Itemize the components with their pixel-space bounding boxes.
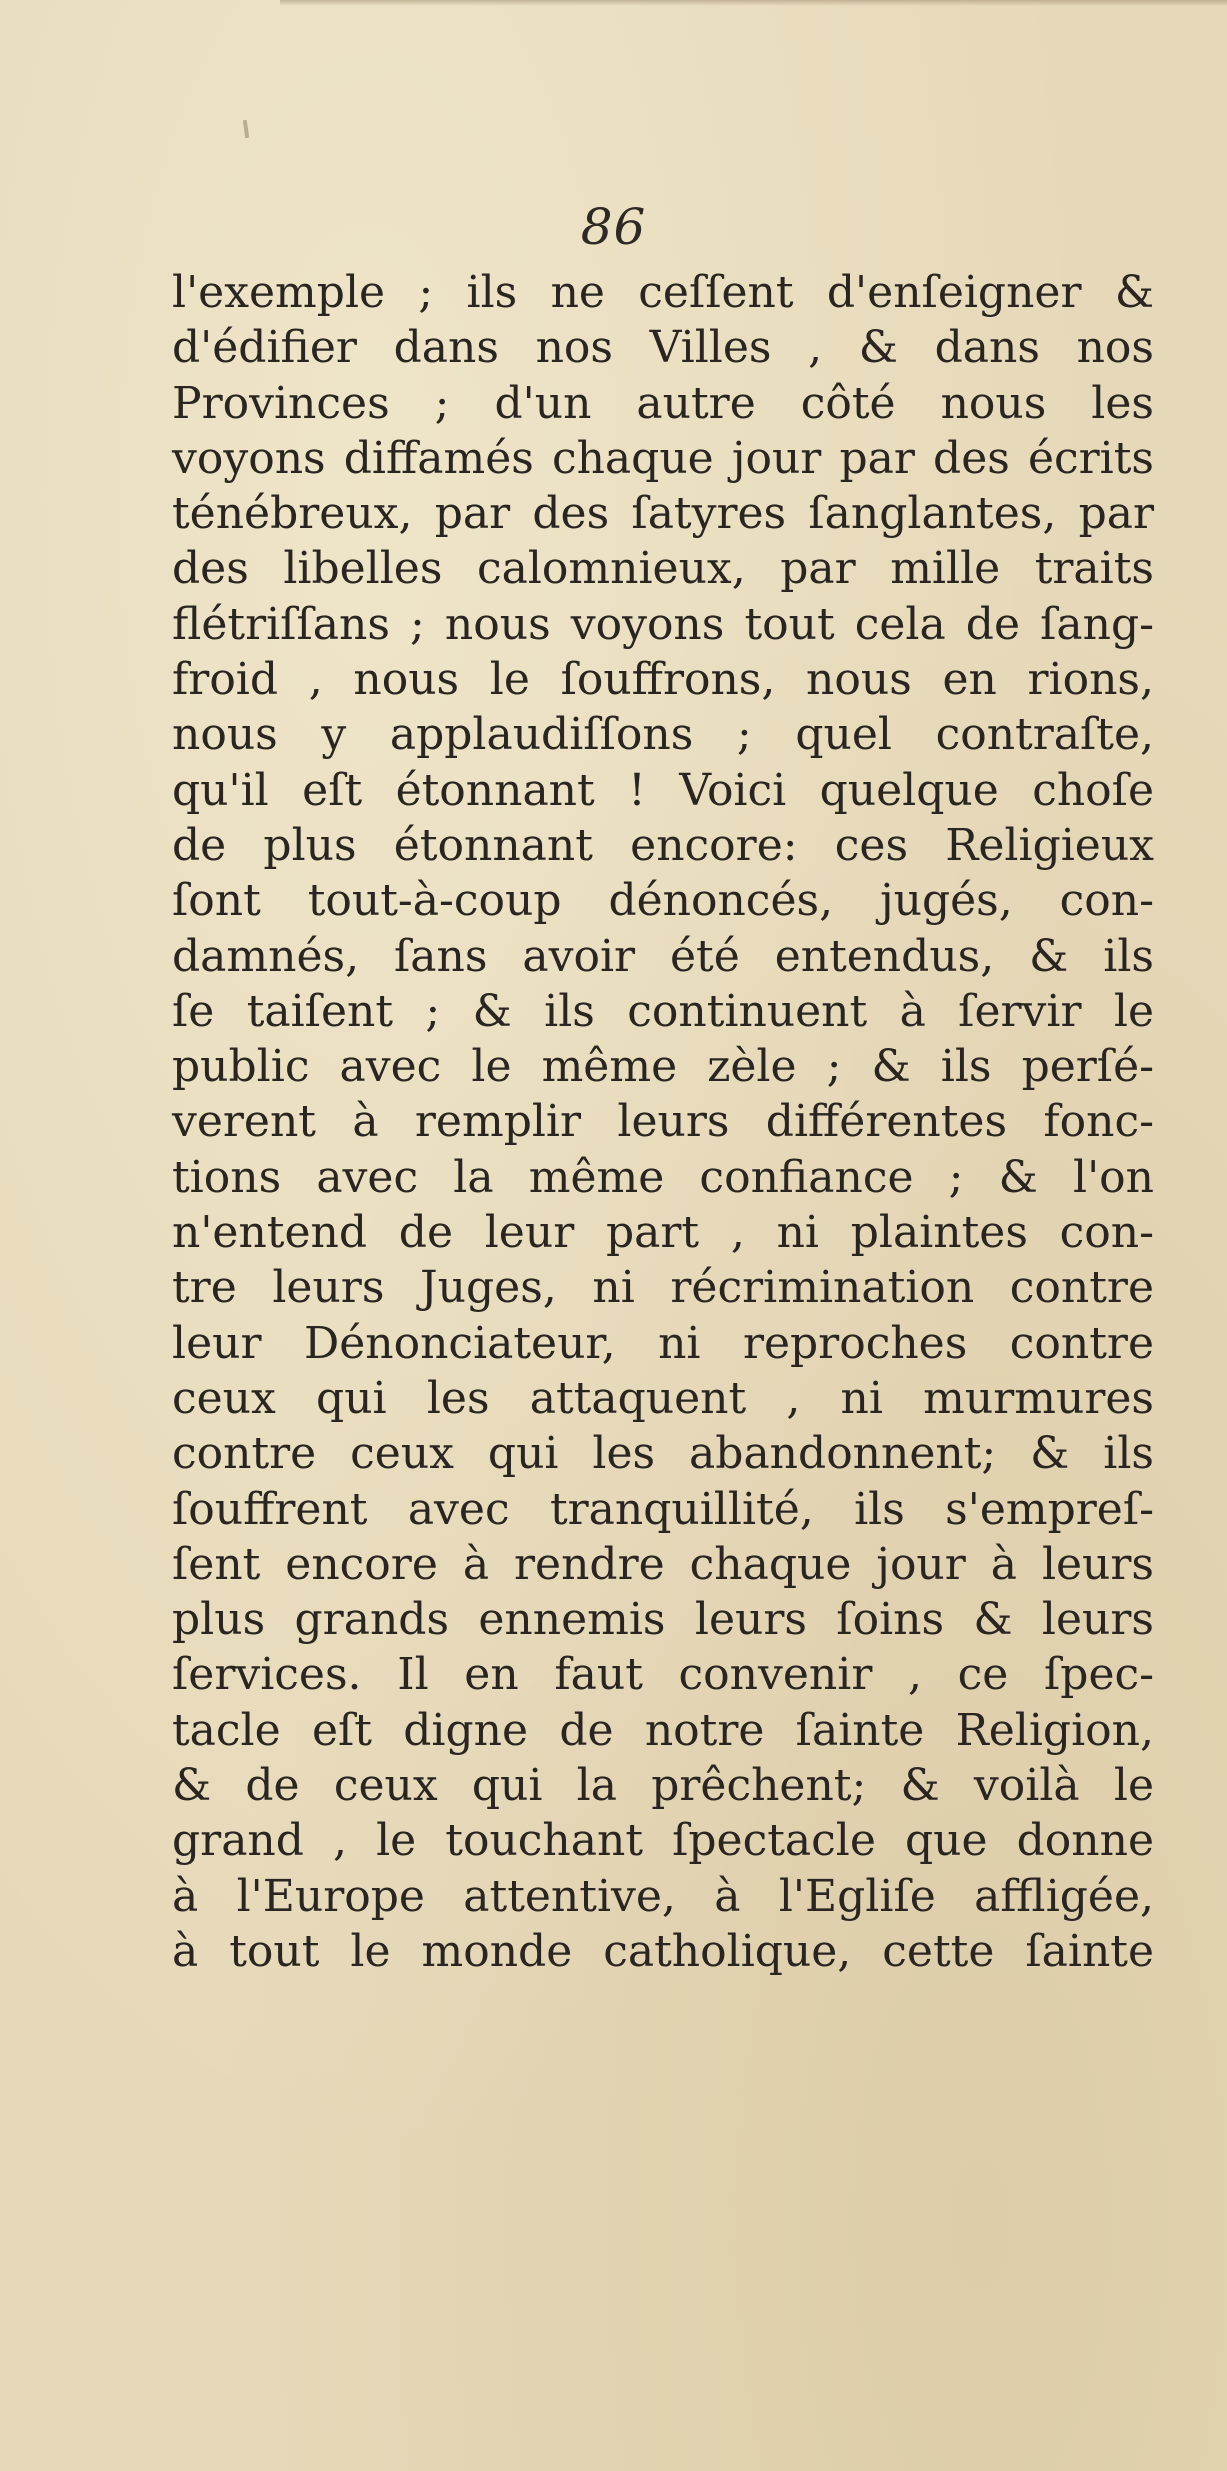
text-line: contre ceux qui les abandonnent; & ils <box>172 1428 1154 1480</box>
text-line: & de ceux qui la prêchent; & voilà le <box>172 1760 1154 1812</box>
text-line: damnés, ſans avoir été entendus, & ils <box>172 930 1154 982</box>
text-line: ceux qui les attaquent , ni murmures <box>172 1372 1154 1424</box>
text-line: Provinces ; d'un autre côté nous les <box>172 377 1154 429</box>
text-line: plus grands ennemis leurs ſoins & leurs <box>172 1594 1154 1646</box>
text-line: ſent encore à rendre chaque jour à leurs <box>172 1538 1154 1590</box>
text-line: tacle eſt digne de notre ſainte Religion, <box>172 1704 1154 1756</box>
text-line: ſe taiſent ; & ils continuent à ſervir le <box>172 985 1154 1037</box>
text-line: verent à remplir leurs différentes fonc- <box>172 1096 1154 1148</box>
text-line: à l'Europe attentive, à l'Egliſe affligée, <box>172 1870 1154 1922</box>
text-line: des libelles calomnieux, par mille traits <box>172 543 1154 595</box>
text-line: ſervices. Il en faut convenir , ce ſpec- <box>172 1649 1154 1701</box>
ink-mark <box>243 120 249 138</box>
text-line: grand , le touchant ſpectacle que donne <box>172 1815 1154 1867</box>
text-line: ténébreux, par des ſatyres ſanglantes, par <box>172 488 1154 540</box>
page-number: 86 <box>580 198 647 256</box>
text-line: de plus étonnant encore: ces Religieux <box>172 819 1154 871</box>
text-line: l'exemple ; ils ne ceſſent d'enſeigner & <box>172 267 1154 318</box>
text-line: flétriſſans ; nous voyons tout cela de ſang- <box>172 598 1154 650</box>
text-line: à tout le monde catholique, cette ſainte <box>172 1925 1154 1977</box>
text-line: ſouffrent avec tranquillité, ils s'empreſ- <box>172 1483 1154 1535</box>
text-line: tions avec la même confiance ; & l'on <box>172 1151 1154 1203</box>
text-line: n'entend de leur part , ni plaintes con- <box>172 1207 1154 1259</box>
body-text <box>172 265 1154 1979</box>
text-line: nous y applaudiſſons ; quel contraſte, <box>172 709 1154 761</box>
text-line: ſont tout-à-coup dénoncés, jugés, con- <box>172 875 1154 927</box>
text-line: voyons diffamés chaque jour par des écrits <box>172 432 1154 484</box>
page-top-edge <box>280 0 1227 6</box>
text-line: d'édifier dans nos Villes , & dans nos <box>172 322 1154 374</box>
text-line: tre leurs Juges, ni récrimination contre <box>172 1262 1154 1314</box>
text-line: qu'il eſt étonnant ! Voici quelque choſe <box>172 764 1154 816</box>
text-line: public avec le même zèle ; & ils perſé- <box>172 1041 1154 1093</box>
text-line: leur Dénonciateur, ni reproches contre <box>172 1317 1154 1369</box>
text-line: froid , nous le ſouffrons, nous en rions, <box>172 654 1154 706</box>
